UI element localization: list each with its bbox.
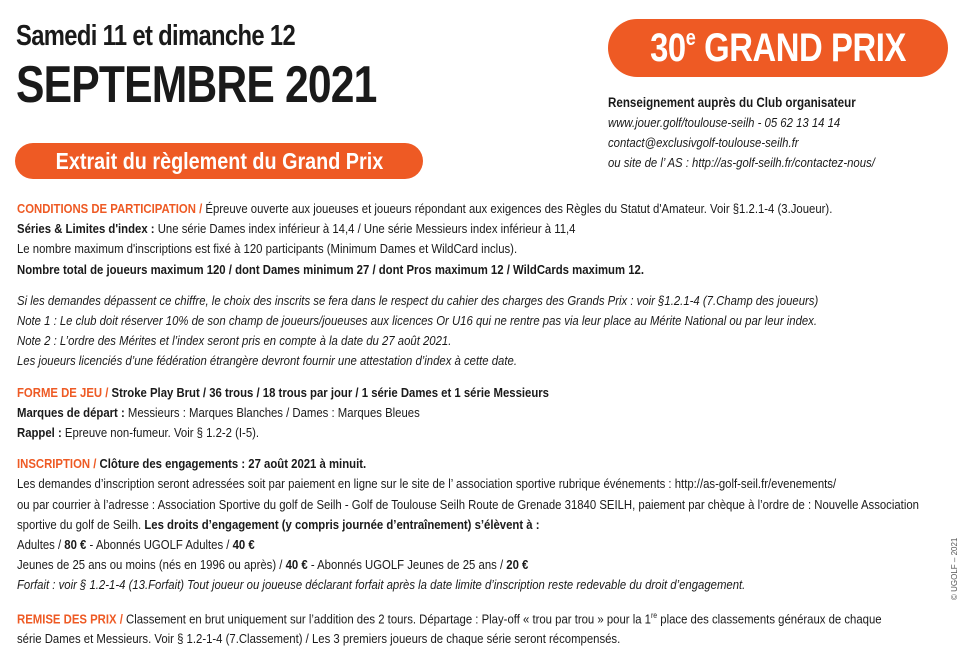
remise-text-b: place des classements généraux de chaque (657, 611, 882, 627)
event-dates: Samedi 11 et dimanche 12 (16, 20, 296, 52)
inscription-line (17, 454, 886, 474)
note-1: Note 1 : Le club doit réserver 10% de son champ de joueurs/joueuses aux licences Or U16 qui ne rentre pas via leur place au Mérite National ou par leur index. (17, 313, 818, 329)
rappel-line (17, 423, 886, 443)
club-name-text: sportive du golf de Seilh. (17, 516, 145, 532)
contact-website-phone[interactable]: www.jouer.golf/toulouse-seilh - 05 62 13 14 14 (608, 115, 841, 130)
inscription-label: INSCRIPTION / (17, 456, 97, 472)
rappel-text: Epreuve non-fumeur. Voir § 1.2-2 (I-5). (61, 425, 260, 441)
badge-number: 30 (650, 26, 686, 70)
remise-label: REMISE DES PRIX / (17, 611, 123, 627)
contact-block (608, 93, 875, 173)
forme-label: FORME DE JEU / (17, 384, 109, 400)
extract-title-badge (15, 143, 423, 179)
inscription-text: Clôture des engagements : 27 août 2021 à minuit. (96, 456, 367, 472)
fees-youth (17, 555, 886, 575)
extract-title: Extrait du règlement du Grand Prix (55, 147, 383, 174)
series-text: Une série Dames index inférieur à 14,4 / Une série Messieurs index inférieur à 11,4 (154, 221, 576, 237)
youth-label: Jeunes de 25 ans ou moins (nés en 1996 ou après) / (17, 557, 286, 573)
series-label: Séries & Limites d'index : (17, 221, 155, 237)
forme-line (17, 383, 886, 403)
badge-label: GRAND PRIX (704, 26, 906, 70)
youth-ugolf-price: 20 € (506, 557, 529, 573)
note-3: Les joueurs licenciés d’une fédération étrangère devront fournir une attestation d’index à cette date. (17, 353, 517, 369)
inscription-fees-intro (17, 515, 886, 535)
adults-price: 80 € (64, 537, 87, 553)
contact-as-site[interactable]: ou site de l’ AS : http://as-golf-seilh.fr/contactez-nous/ (608, 155, 875, 170)
remise-sup: re (650, 610, 658, 620)
remise-line-2: série Dames et Messieurs. Voir § 1.2-1-4 (7.Classement) / Les 3 premiers joueurs de chaque série seront récompensés. (17, 631, 621, 647)
rules-body (17, 199, 919, 649)
contact-email[interactable]: contact@exclusivgolf-toulouse-seilh.fr (608, 135, 799, 150)
remise-text-a: Classement en brut uniquement sur l’addition des 2 tours. Départage : Play-off « trou par trou » pour la 1 (122, 611, 651, 627)
selection-note: Si les demandes dépassent ce chiffre, le choix des inscrits se fera dans le respect du cahier des charges des Grands Prix : voir §1.2.1-4 (7.Champ des joueurs) (17, 292, 819, 308)
grand-prix-badge (608, 19, 948, 77)
adults-ugolf-price: 40 € (232, 537, 255, 553)
fees-adults (17, 535, 886, 555)
inscription-online: Les demandes d’inscription seront adressées soit par paiement en ligne sur le site de l’ association sportive rubrique événements : http://as-golf-seil.fr/evenements/ (17, 476, 837, 492)
series-line (17, 219, 886, 239)
marques-text: Messieurs : Marques Blanches / Dames : Marques Bleues (124, 404, 420, 420)
max-inscriptions-line: Le nombre maximum d'inscriptions est fixé à 120 participants (Minimum Dames et WildCard inclus). (17, 241, 518, 257)
marques-label: Marques de départ : (17, 404, 125, 420)
forme-text: Stroke Play Brut / 36 trous / 18 trous par jour / 1 série Dames et 1 série Messieurs (108, 384, 549, 400)
badge-suffix: e (685, 25, 696, 50)
marques-line (17, 403, 886, 423)
event-month: SEPTEMBRE 2021 (16, 56, 377, 114)
adults-ugolf-label: - Abonnés UGOLF Adultes / (86, 537, 233, 553)
youth-price: 40 € (285, 557, 308, 573)
inscription-mail: ou par courrier à l’adresse : Association Sportive du golf de Seilh - Golf de Toulouse Seilh Route de Grenade 31840 SEILH, paiement par chèque à l’ordre de : Nouvelle Association (17, 496, 919, 512)
adults-label: Adultes / (17, 537, 65, 553)
rappel-label: Rappel : (17, 425, 62, 441)
copyright: © UGOLF – 2021 (950, 537, 959, 600)
youth-ugolf-label: - Abonnés UGOLF Jeunes de 25 ans / (307, 557, 507, 573)
contact-heading: Renseignement auprès du Club organisateur (608, 95, 856, 110)
fees-heading: Les droits d’engagement (y compris journée d’entraînement) s’élèvent à : (144, 516, 540, 532)
conditions-text: Épreuve ouverte aux joueuses et joueurs répondant aux exigences des Règles du Statut d'Amateur. Voir §1.2.1-4 (3.Joueur). (202, 201, 833, 216)
forfait-line: Forfait : voir § 1.2-1-4 (13.Forfait) Tout joueur ou joueuse déclarant forfait après la date limite d’inscription reste redevable du droit d’engagement. (17, 577, 746, 593)
remise-line (17, 606, 886, 630)
note-2: Note 2 : L’ordre des Mérites et l’index seront pris en compte à la date du 27 août 2021. (17, 333, 452, 349)
total-players-line: Nombre total de joueurs maximum 120 / dont Dames minimum 27 / dont Pros maximum 12 / WildCards maximum 12. (17, 261, 644, 277)
conditions-label: CONDITIONS DE PARTICIPATION / (17, 201, 203, 216)
conditions-line (17, 199, 886, 219)
